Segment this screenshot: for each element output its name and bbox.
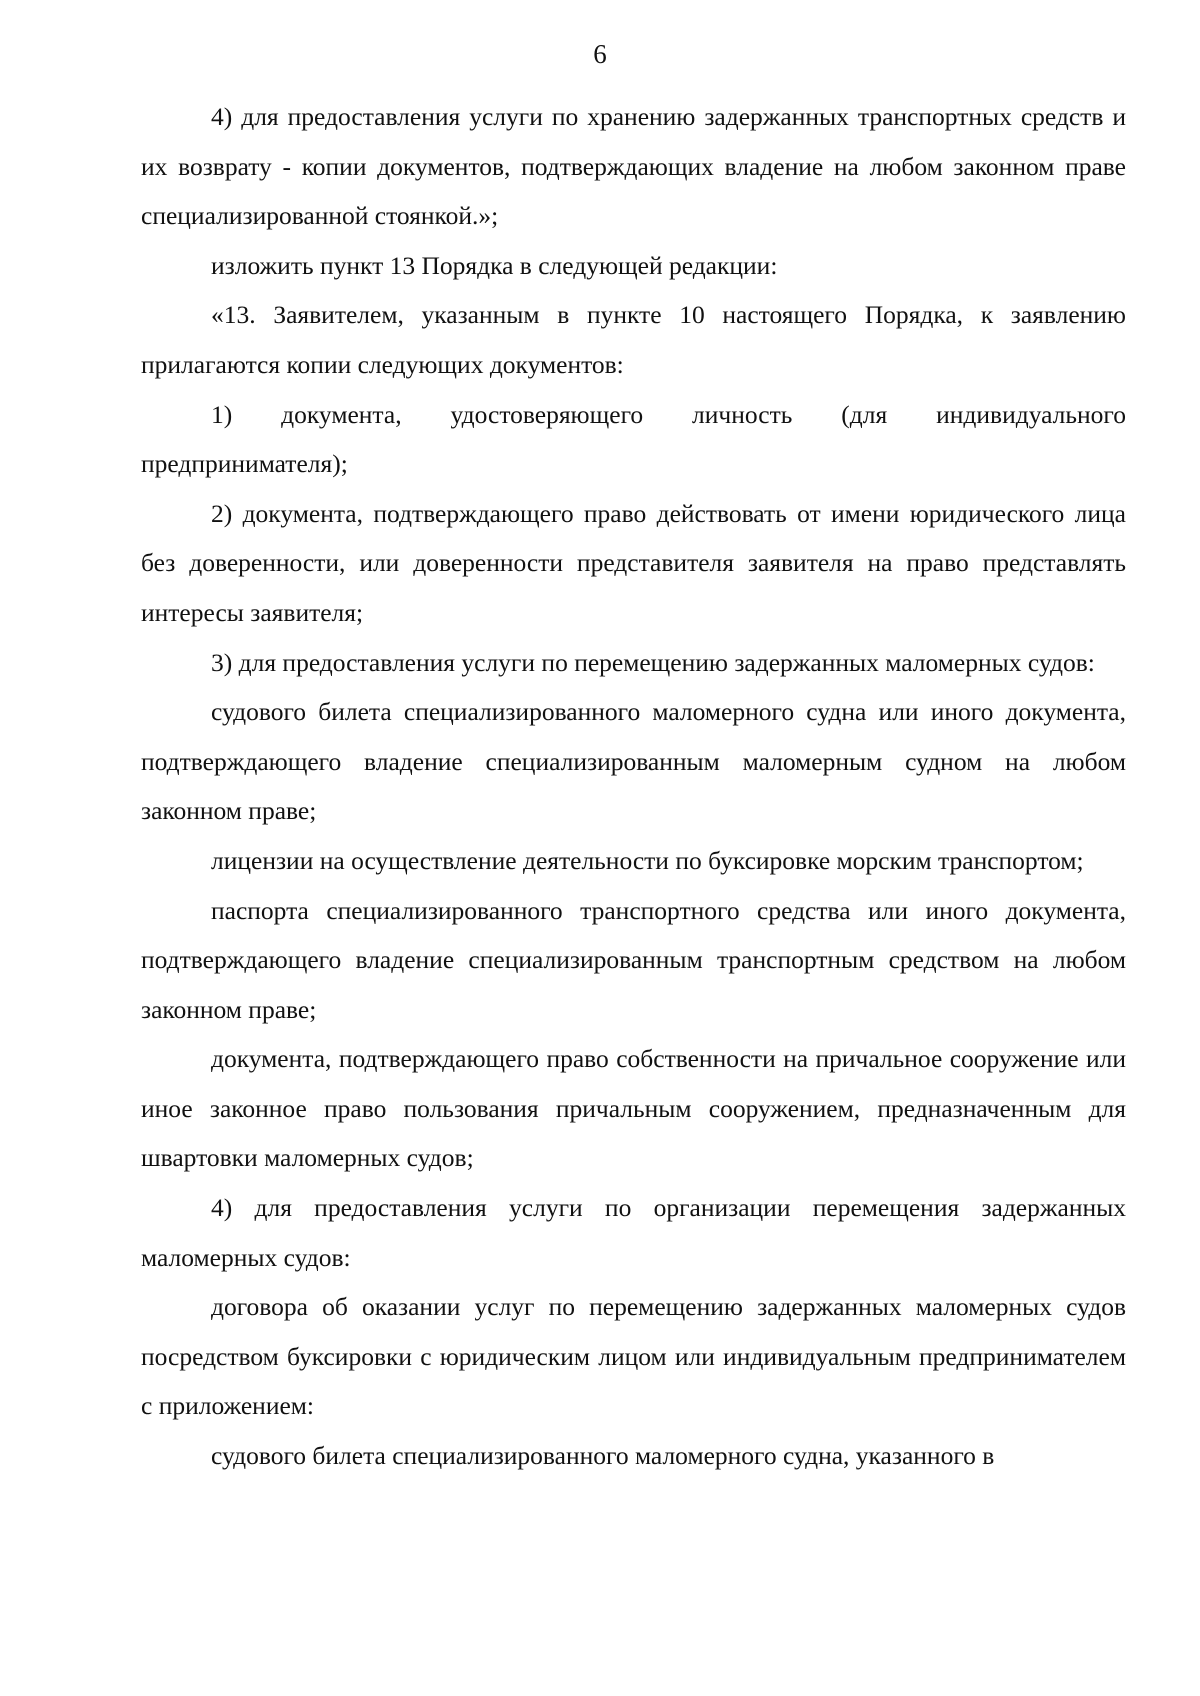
paragraph-amend-point-13: изложить пункт 13 Порядка в следующей редакции: xyxy=(211,250,778,280)
paragraph-point-13: «13. Заявителем, указанным в пункте 10 настоящего Порядка, к заявлению прилагаются копии следующих документов: xyxy=(141,300,1126,379)
page-number: 6 xyxy=(593,39,607,69)
paragraph-ship-ticket-specified: судового билета специализированного маломерного судна, указанного в xyxy=(211,1441,995,1471)
paragraph-license: лицензии на осуществление деятельности по буксировке морским транспортом; xyxy=(211,845,1084,875)
document-body xyxy=(141,92,1126,1481)
paragraph-vehicle-passport: паспорта специализированного транспортного средства или иного документа, подтверждающего владение специализированным транспортным средством на любом законном праве; xyxy=(141,895,1126,1024)
paragraph-item-3: 3) для предоставления услуги по перемещению задержанных маломерных судов: xyxy=(211,647,1095,677)
paragraph-berth-ownership: документа, подтверждающего право собственности на причальное сооружение или иное законное право пользования причальным сооружением, предназначенным для швартовки маломерных судов; xyxy=(141,1044,1126,1173)
paragraph-service-contract: договора об оказании услуг по перемещению задержанных маломерных судов посредством буксировки с юридическим лицом или индивидуальным предпринимателем с приложением: xyxy=(141,1292,1126,1421)
paragraph-item-4-storage: 4) для предоставления услуги по хранению задержанных транспортных средств и их возврату - копии документов, подтверждающих владение на любом законном праве специализированной стоянкой.»; xyxy=(141,102,1126,231)
paragraph-ship-ticket: судового билета специализированного маломерного судна или иного документа, подтверждающего владение специализированным маломерным судном на любом законном праве; xyxy=(141,697,1126,826)
paragraph-item-1: 1) документа, удостоверяющего личность (для индивидуального предпринимателя); xyxy=(141,399,1126,479)
paragraph-item-4-organization: 4) для предоставления услуги по организации перемещения задержанных маломерных судов: xyxy=(141,1193,1126,1272)
paragraph-item-2: 2) документа, подтверждающего право действовать от имени юридического лица без доверенности, или доверенности представителя заявителя на право представлять интересы заявителя; xyxy=(141,498,1126,627)
